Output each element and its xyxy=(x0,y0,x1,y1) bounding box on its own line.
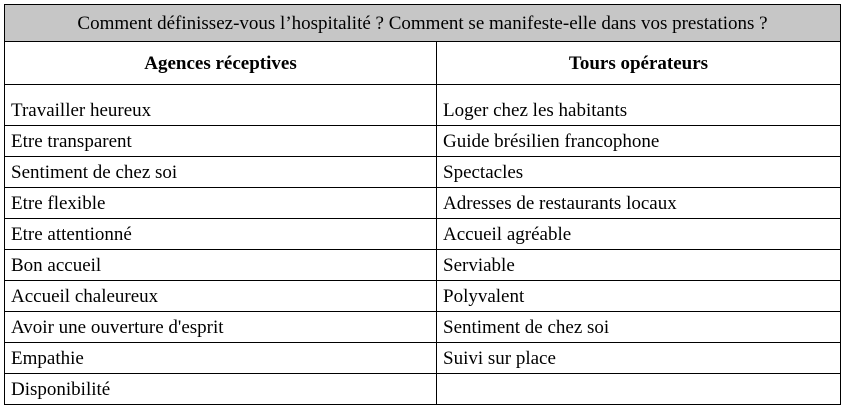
cell-agences: Avoir une ouverture d'esprit xyxy=(5,312,437,343)
table-row xyxy=(5,343,841,374)
cell-tours: Spectacles xyxy=(437,157,841,188)
cell-agences: Empathie xyxy=(5,343,437,374)
document-sheet xyxy=(4,4,840,400)
cell-tours: Adresses de restaurants locaux xyxy=(437,188,841,219)
table-row xyxy=(5,250,841,281)
cell-tours: Guide brésilien francophone xyxy=(437,126,841,157)
cell-tours: Accueil agréable xyxy=(437,219,841,250)
cell-agences: Etre attentionné xyxy=(5,219,437,250)
cell-tours: Loger chez les habitants xyxy=(437,85,841,126)
table-row xyxy=(5,219,841,250)
column-header-agences: Agences réceptives xyxy=(5,42,437,85)
cell-tours: Sentiment de chez soi xyxy=(437,312,841,343)
cell-agences: Disponibilité xyxy=(5,374,437,405)
cell-agences: Accueil chaleureux xyxy=(5,281,437,312)
cell-agences: Sentiment de chez soi xyxy=(5,157,437,188)
table-row xyxy=(5,157,841,188)
cell-agences: Etre transparent xyxy=(5,126,437,157)
table-row xyxy=(5,374,841,405)
table-caption: Comment définissez-vous l’hospitalité ? Comment se manifeste-elle dans vos prestations ? xyxy=(5,5,841,42)
caption-row xyxy=(5,5,841,42)
table-row xyxy=(5,312,841,343)
cell-tours: Suivi sur place xyxy=(437,343,841,374)
cell-agences: Etre flexible xyxy=(5,188,437,219)
table-row xyxy=(5,85,841,126)
cell-tours xyxy=(437,374,841,405)
cell-tours: Polyvalent xyxy=(437,281,841,312)
cell-agences: Bon accueil xyxy=(5,250,437,281)
cell-agences: Travailler heureux xyxy=(5,85,437,126)
cell-tours: Serviable xyxy=(437,250,841,281)
table-row xyxy=(5,188,841,219)
table-row xyxy=(5,281,841,312)
column-header-tours: Tours opérateurs xyxy=(437,42,841,85)
hospitality-table xyxy=(4,4,841,405)
table-row xyxy=(5,126,841,157)
header-row xyxy=(5,42,841,85)
